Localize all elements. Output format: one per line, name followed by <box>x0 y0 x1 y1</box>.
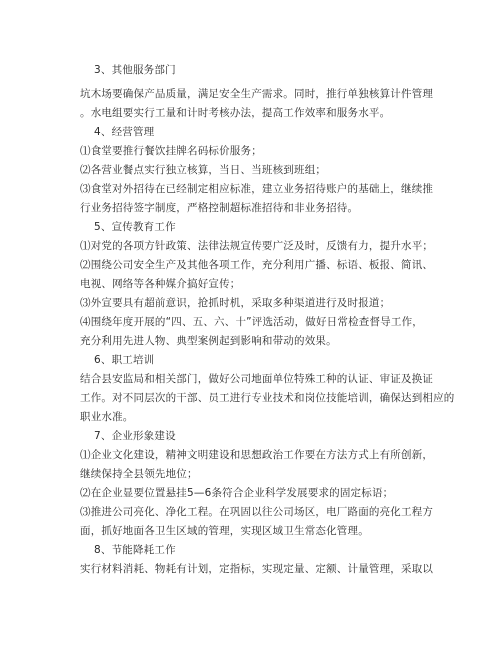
section-heading-publicity-education: 5、宣传教育工作 <box>94 221 176 233</box>
list-item: ⑶推进公司亮化、净化工程。在巩固以往公司场区，电厂路面的亮化工程方 <box>80 506 434 518</box>
paragraph-line: 坑木场要确保产品质量，满足安全生产需求。同时，推行单独核算计件管理 <box>80 88 434 100</box>
list-item: ⑵围绕公司安全生产及其他各项工作，充分利用广播、标语、板报、简讯、 <box>80 259 434 271</box>
paragraph-line: 充分利用先进人物、典型案例起到影响和带动的效果。 <box>80 335 337 347</box>
paragraph-line: 继续保持全县领先地位； <box>80 468 198 480</box>
section-heading-corporate-image: 7、企业形象建设 <box>94 430 176 442</box>
list-item: ⑶外宣要具有超前意识，抢抓时机，采取多种渠道进行及时报道； <box>80 297 391 309</box>
paragraph-line: 工作。对不同层次的干部、员工进行专业技术和岗位技能培训，确保达到相应的 <box>80 392 455 404</box>
paragraph-line: 实行材料消耗、物耗有计划，定指标，实现定量、定额、计量管理，采取以 <box>80 563 434 575</box>
list-item: ⑶食堂对外招待在已经制定相应标准，建立业务招待账户的基础上，继续推 <box>80 183 434 195</box>
list-item: ⑵各营业餐点实行独立核算，当日、当班核到班组； <box>80 164 327 176</box>
paragraph-line: 。水电组要实行工量和计时考核办法，提高工作效率和服务水平。 <box>80 107 391 119</box>
list-item: ⑴对党的各项方针政策、法律法规宣传要广泛及时，反馈有力，提升水平； <box>80 240 434 252</box>
list-item: ⑵在企业显要位置悬挂5—6条符合企业科学发展要求的固定标语； <box>80 487 394 499</box>
list-item: ⑴企业文化建设，精神文明建设和思想政治工作要在方法方式上有所创新， <box>80 449 434 461</box>
section-heading-staff-training: 6、职工培训 <box>94 354 155 366</box>
paragraph-line: 结合县安监局和相关部门，做好公司地面单位特殊工种的认证、审证及换证 <box>80 373 434 385</box>
list-item: ⑴食堂要推行餐饮挂牌名码标价服务； <box>80 145 262 157</box>
list-item: ⑷围绕年度开展的“四、五、六、十”评选活动，做好日常检查督导工作， <box>80 316 423 328</box>
section-heading-other-services: 3、其他服务部门 <box>94 64 176 76</box>
paragraph-line: 电视、网络等各种媒介搞好宣传； <box>80 278 241 290</box>
section-heading-energy-saving: 8、节能降耗工作 <box>94 544 176 556</box>
paragraph-line: 行业务招待签字制度，严格控制超标准招待和非业务招待。 <box>80 202 359 214</box>
paragraph-line: 面，抓好地面各卫生区域的管理，实现区域卫生常态化管理。 <box>80 525 369 537</box>
section-heading-business-management: 4、经营管理 <box>94 126 155 138</box>
paragraph-line: 职业水准。 <box>80 411 134 423</box>
